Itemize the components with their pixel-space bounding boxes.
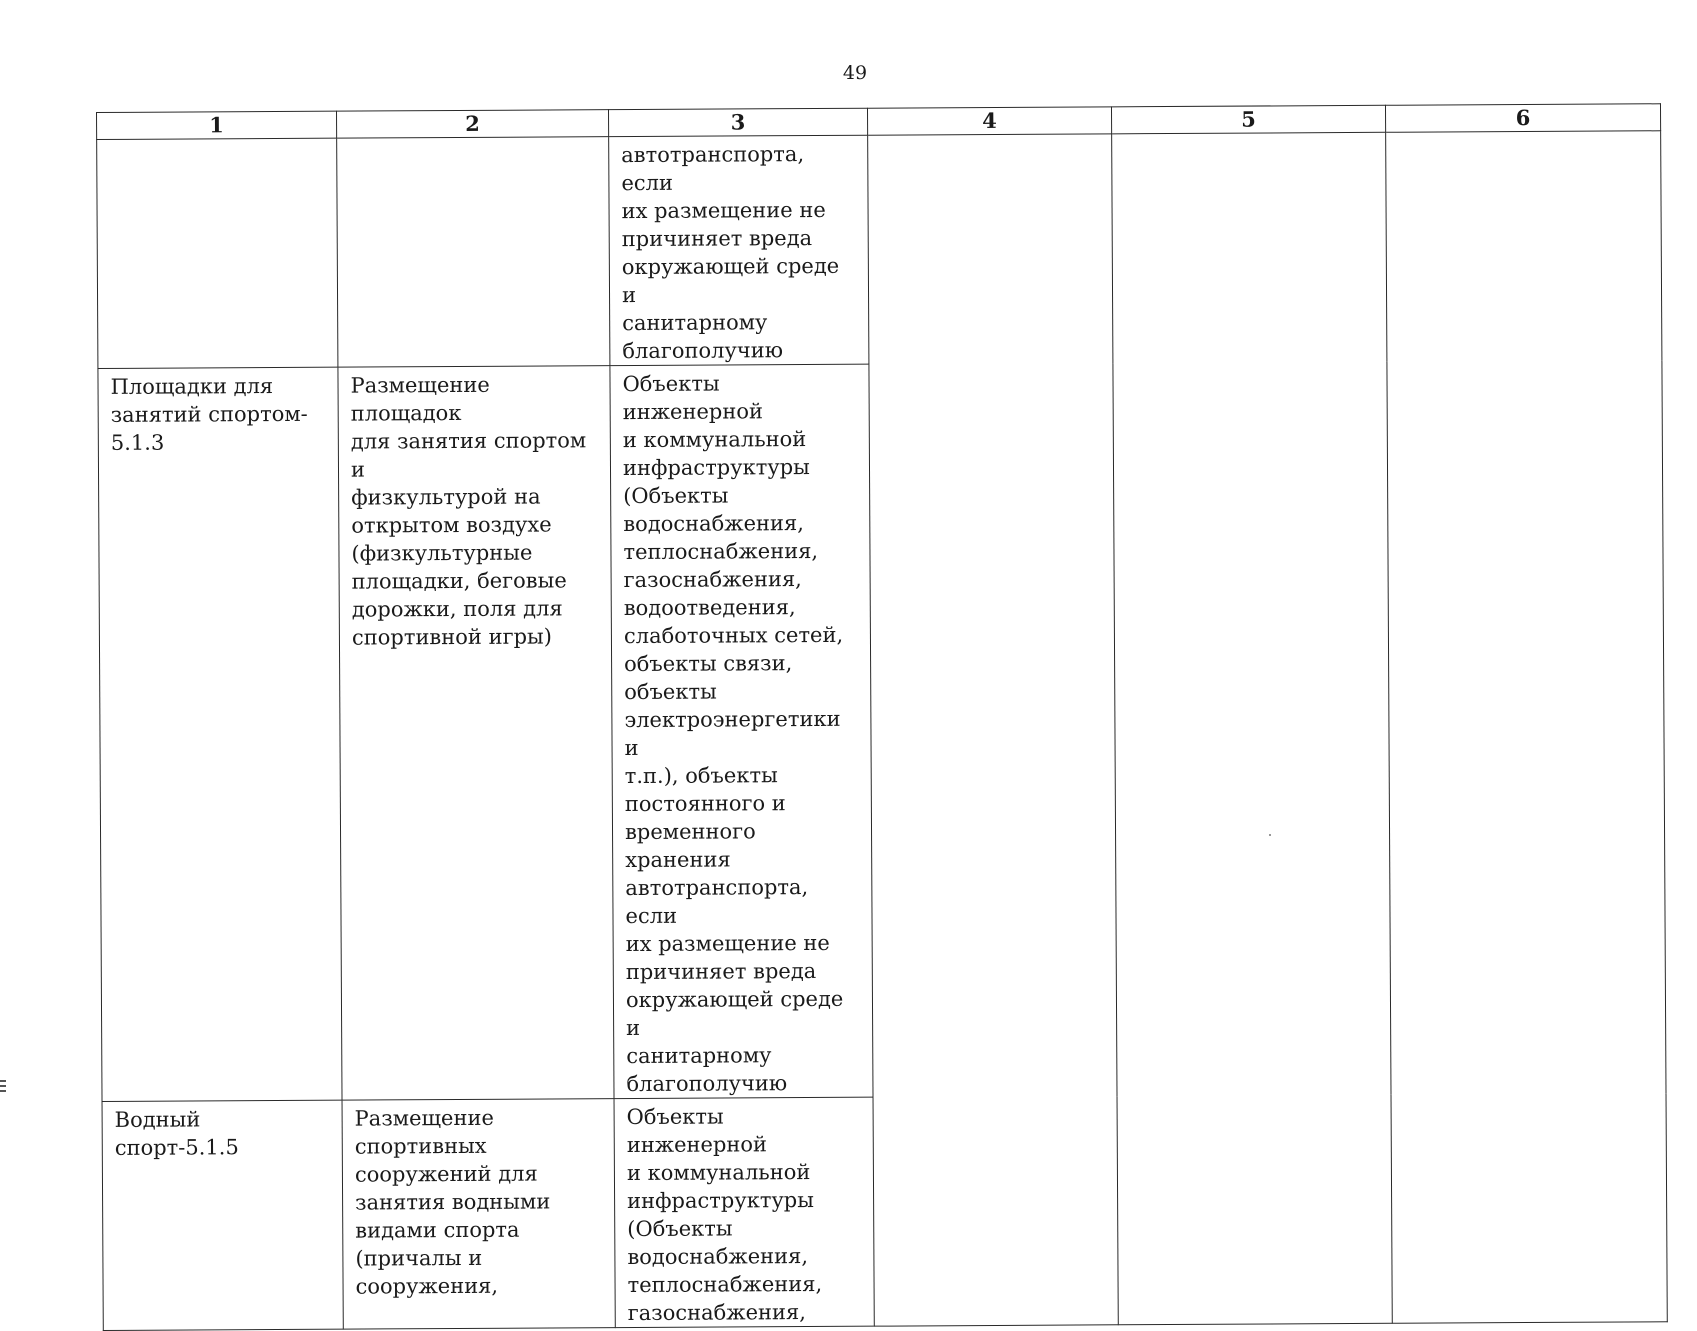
cell-auxiliary-uses: автотранспорта, если их размещение не причиняет вреда окружающей среде и санитарному благополучию xyxy=(609,135,869,365)
scan-speck xyxy=(1269,834,1271,836)
cell-column-4 xyxy=(868,134,1119,1326)
cell-use-description: Размещение площадок для занятия спортом и физкультурой на открытом воздухе (физкультурные площадки, беговые дорожки, поля для спортивной игры) xyxy=(338,366,614,1101)
column-header-1: 1 xyxy=(97,111,337,139)
cell-use-type: Водный спорт-5.1.5 xyxy=(102,1100,343,1330)
column-header-2: 2 xyxy=(336,110,608,139)
column-header-4: 4 xyxy=(867,107,1111,135)
cell-use-description xyxy=(337,137,610,368)
regulations-table xyxy=(96,103,1668,1331)
cell-column-6 xyxy=(1386,131,1668,1324)
table-row xyxy=(97,131,1662,369)
page-number: 49 xyxy=(842,62,868,84)
column-header-5: 5 xyxy=(1111,105,1385,134)
cell-auxiliary-uses: Объекты инженерной и коммунальной инфраструктуры (Объекты водоснабжения, теплоснабжения, газоснабжения, водоотведения, слаботочных сетей, объекты связи, объекты электроэнергетики и т.п.), объекты постоянного и временного хранения автотранспорта, если их размещение не причиняет вреда окружающей среде и санитарному благополучию xyxy=(610,364,873,1098)
column-header-3: 3 xyxy=(608,108,867,136)
cell-use-type xyxy=(97,138,338,368)
cell-column-5 xyxy=(1112,132,1393,1325)
cell-use-type: Площадки для занятий спортом- 5.1.3 xyxy=(98,367,342,1101)
column-header-6: 6 xyxy=(1385,104,1660,133)
cell-auxiliary-uses: Объекты инженерной и коммунальной инфраструктуры (Объекты водоснабжения, теплоснабжения, газоснабжения, xyxy=(614,1097,874,1327)
cell-use-description: Размещение спортивных сооружений для занятия водными видами спорта (причалы и сооружения, xyxy=(342,1099,615,1330)
scan-edge-mark xyxy=(0,1080,6,1082)
